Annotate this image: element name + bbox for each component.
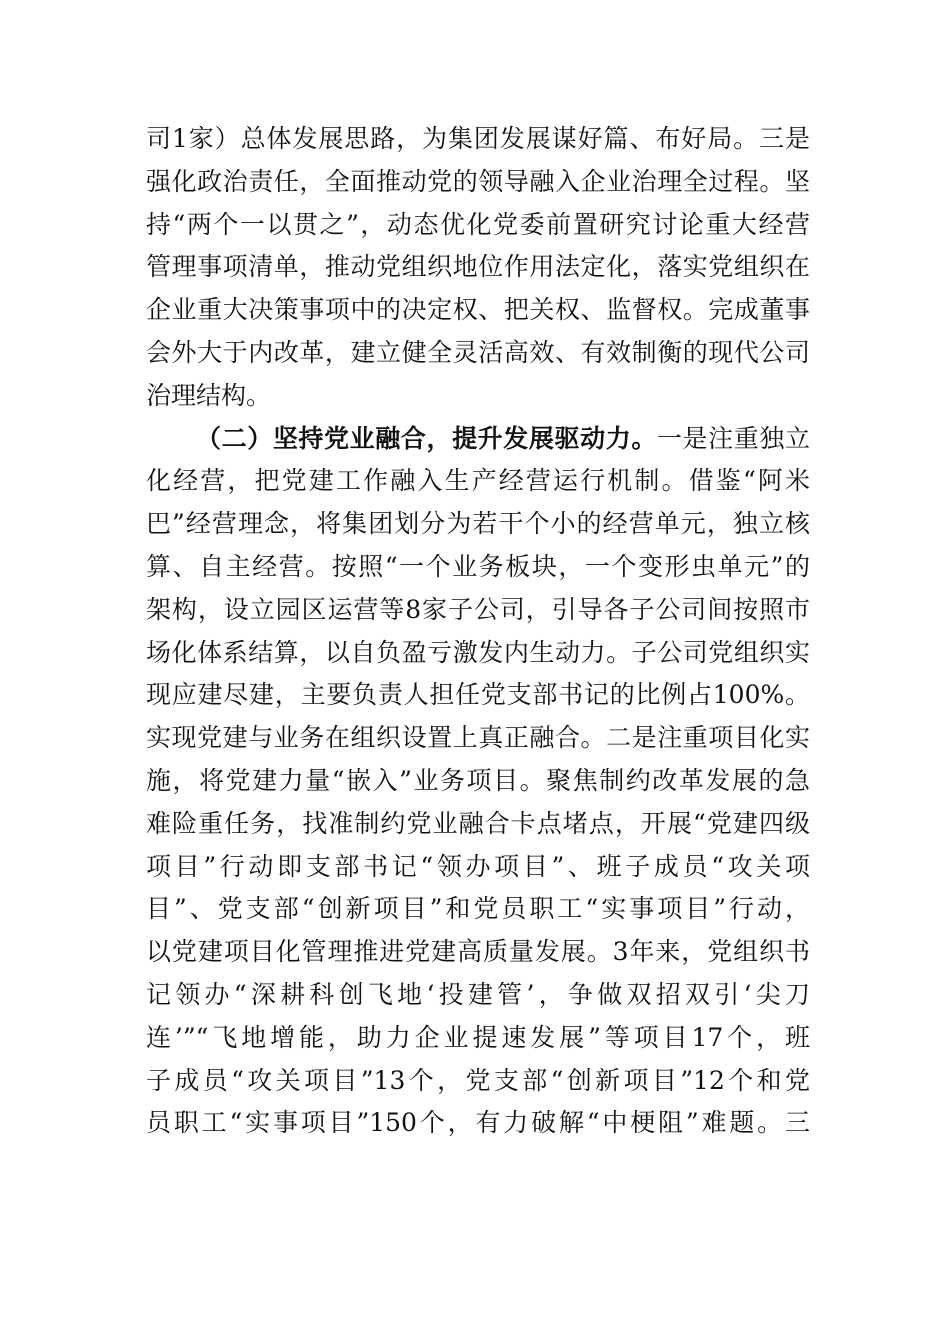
text-line: 场化体系结算，以自负盈亏激发内生动力。子公司党组织实: [146, 637, 810, 667]
text-line: 施，将党建力量“嵌入”业务项目。聚焦制约改革发展的急: [146, 765, 810, 795]
paragraph-1: [146, 118, 810, 418]
text-line: 记领办“深耕科创飞地‘投建管’，争做双招双引‘尖刀: [146, 979, 810, 1009]
text-line: 司1家）总体发展思路，为集团发展谋好篇、布好局。三是: [146, 124, 810, 153]
section-heading: （二）坚持党业融合，提升发展驱动力。: [196, 423, 657, 453]
paragraph-2-first-line: [146, 418, 810, 461]
text-line: 子成员“攻关项目”13个，党支部“创新项目”12个和党: [146, 1065, 810, 1095]
text-line: 巴”经营理念，将集团划分为若干个小的经营单元，独立核: [146, 509, 810, 539]
text-line: 员职工“实事项目”150个，有力破解“中梗阻”难题。三: [146, 1108, 810, 1138]
text-line: 化经营，把党建工作融入生产经营运行机制。借鉴“阿米: [146, 466, 810, 496]
text-fragment: 一是注重独立: [656, 423, 810, 453]
text-line: 管理事项清单，推动党组织地位作用法定化，落实党组织在: [146, 252, 810, 282]
text-line: 项目”行动即支部书记“领办项目”、班子成员“攻关项: [146, 851, 810, 881]
text-line: 持“两个一以贯之”，动态优化党委前置研究讨论重大经营: [146, 209, 810, 239]
paragraph-2: [146, 418, 810, 1146]
text-line: 算、自主经营。按照“一个业务板块，一个变形虫单元”的: [146, 551, 810, 581]
text-line: 会外大于内改革，建立健全灵活高效、有效制衡的现代公司: [146, 337, 810, 367]
document-body: [146, 118, 810, 1145]
text-line: 以党建项目化管理推进党建高质量发展。3年来，党组织书: [146, 937, 810, 967]
text-line: 企业重大决策事项中的决定权、把关权、监督权。完成董事: [146, 295, 810, 325]
text-line: 实现党建与业务在组织设置上真正融合。二是注重项目化实: [146, 723, 810, 753]
text-line: 难险重任务，找准制约党业融合卡点堵点，开展“党建四级: [146, 808, 810, 838]
text-line: 目”、党支部“创新项目”和党员职工“实事项目”行动，: [146, 894, 810, 924]
text-line: 架构，设立园区运营等8家子公司，引导各子公司间按照市: [146, 594, 810, 624]
text-line: 连’”“飞地增能，助力企业提速发展”等项目17个，班: [146, 1022, 810, 1052]
text-line: 强化政治责任，全面推动党的领导融入企业治理全过程。坚: [146, 166, 810, 196]
text-line: 治理结构。: [146, 380, 272, 410]
text-line: 现应建尽建，主要负责人担任党支部书记的比例占100%。: [146, 680, 810, 710]
